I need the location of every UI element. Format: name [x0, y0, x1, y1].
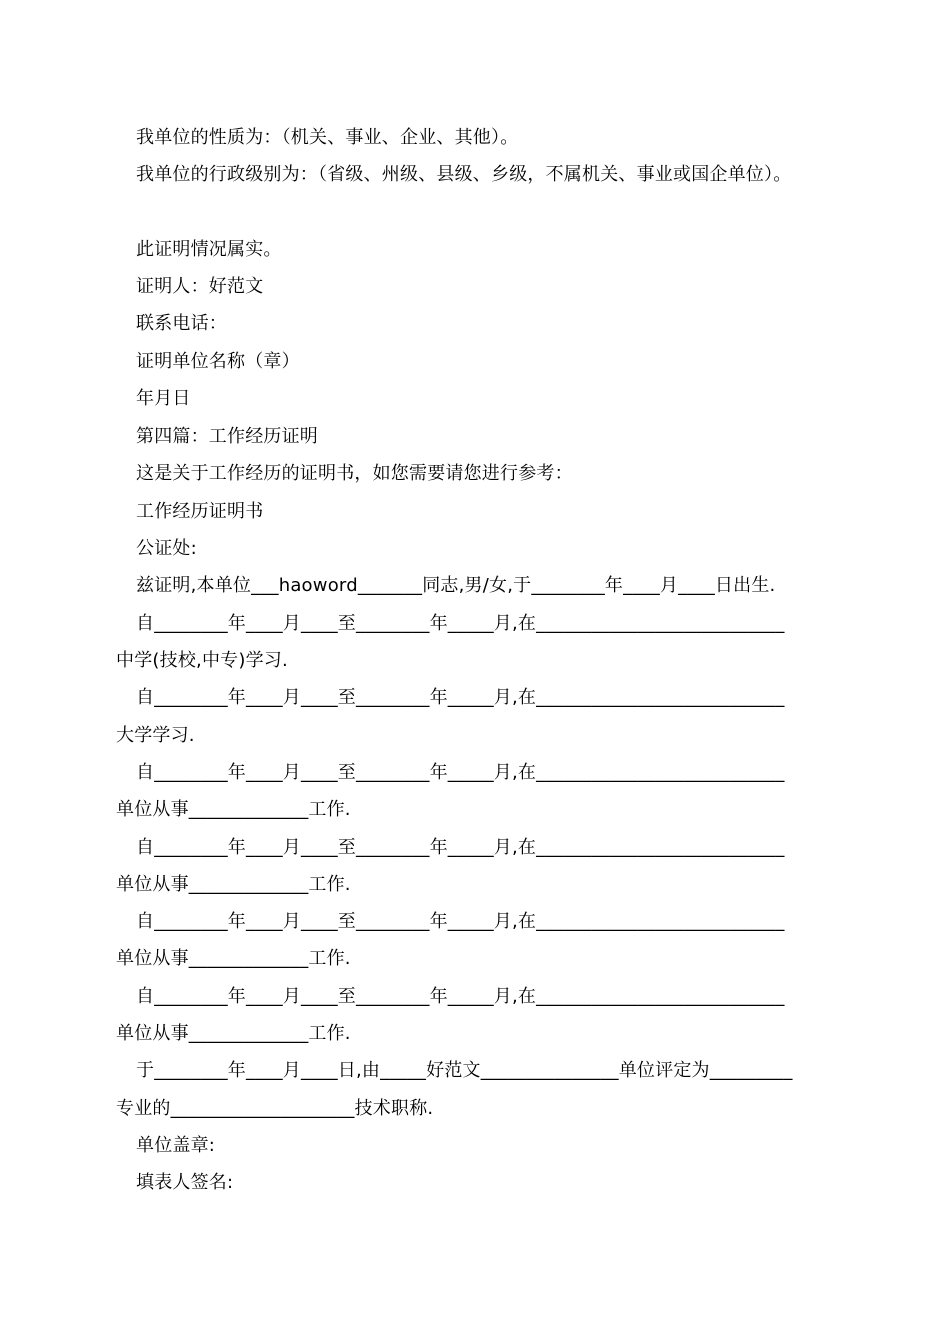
line-signature: 填表人签名: — [136, 1172, 234, 1193]
line-work-1: 单位从事_____________工作. — [116, 799, 351, 820]
line-work-4: 单位从事_____________工作. — [116, 1023, 351, 1044]
line-work-2: 单位从事_____________工作. — [116, 874, 351, 895]
document-title: 工作经历证明书 — [136, 501, 264, 522]
line-period-5: 自________年____月____至________年_____月,在___________________________ — [136, 911, 785, 932]
line-seal: 单位盖章: — [136, 1135, 216, 1156]
line-nature: 我单位的性质为：（机关、事业、企业、其他）。 — [136, 127, 519, 148]
line-title: 专业的____________________技术职称. — [116, 1098, 434, 1119]
line-unit-name: 证明单位名称（章） — [136, 351, 300, 372]
line-university: 大学学习. — [116, 725, 195, 746]
line-period-6: 自________年____月____至________年_____月,在___________________________ — [136, 986, 785, 1007]
line-work-3: 单位从事_____________工作. — [116, 948, 351, 969]
line-certifier: 证明人：好范文 — [136, 276, 264, 297]
line-period-1: 自________年____月____至________年_____月,在___________________________ — [136, 613, 785, 634]
line-admin-level: 我单位的行政级别为：（省级、州级、县级、乡级，不属机关、事业或国企单位）。 — [136, 164, 792, 185]
line-intro: 这是关于工作经历的证明书，如您需要请您进行参考： — [136, 463, 573, 484]
line-period-4: 自________年____月____至________年_____月,在___________________________ — [136, 837, 785, 858]
line-period-3: 自________年____月____至________年_____月,在___________________________ — [136, 762, 785, 783]
line-phone: 联系电话： — [136, 313, 227, 334]
line-period-2: 自________年____月____至________年_____月,在___________________________ — [136, 687, 785, 708]
line-notary: 公证处: — [136, 538, 197, 559]
line-true-statement: 此证明情况属实。 — [136, 239, 282, 260]
line-date: 年月日 — [136, 388, 191, 409]
line-certify: 兹证明,本单位___haoword_______同志,男/女,于________年____月____日出生. — [136, 575, 776, 596]
line-appraisal: 于________年____月____日,由_____好范文_______________单位评定为_________ — [136, 1060, 793, 1081]
section-heading: 第四篇：工作经历证明 — [136, 426, 318, 447]
line-middle-school: 中学(技校,中专)学习. — [116, 650, 288, 671]
